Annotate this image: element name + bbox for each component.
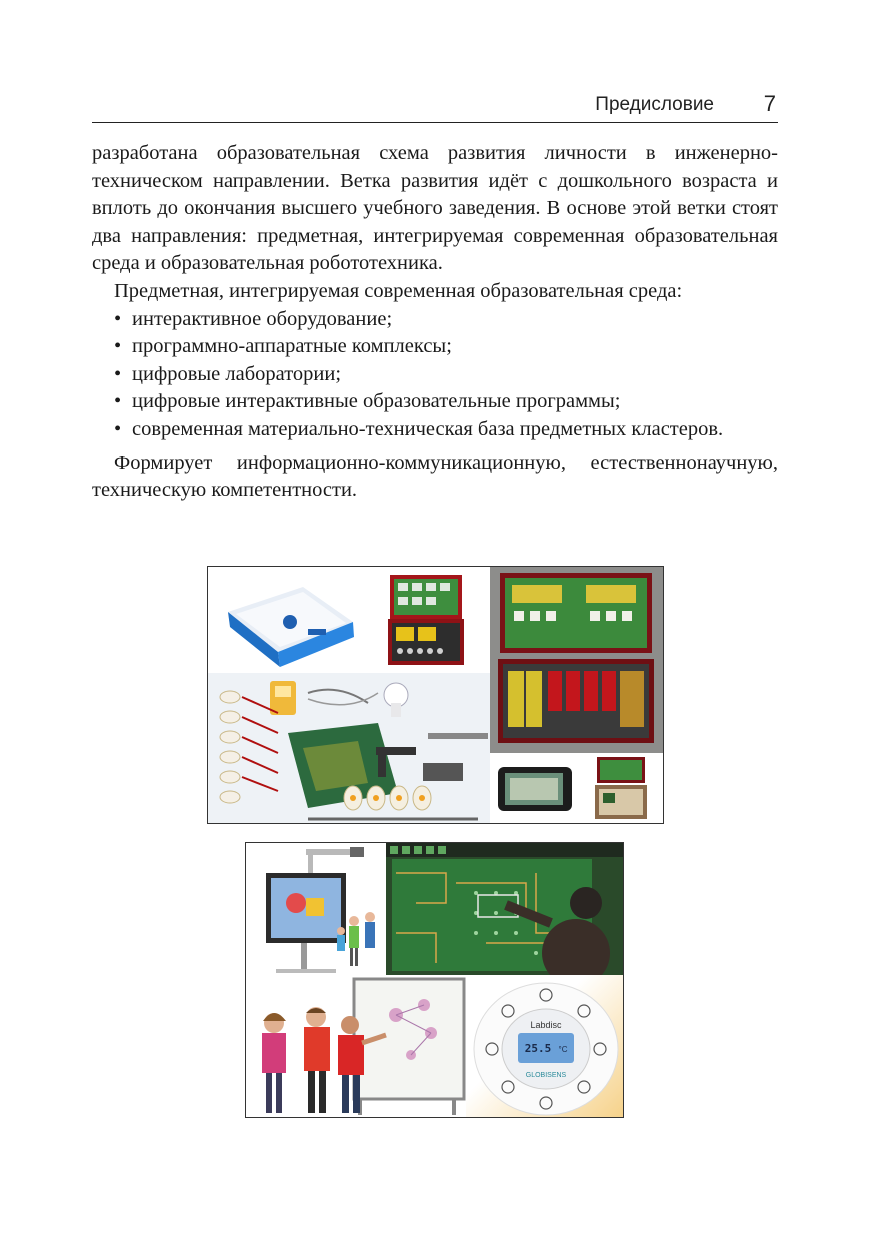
labdisc-brand: GLOBISENS	[525, 1072, 567, 1079]
small-case-image	[583, 753, 663, 823]
labdisc-image	[466, 975, 623, 1117]
paragraph-2: Предметная, интегрируемая современная образовательная среда:	[114, 279, 683, 302]
electronics-board-image	[386, 843, 623, 975]
photo-green-case-kit	[490, 567, 663, 753]
bullet-list	[92, 306, 778, 444]
photo-kids-whiteboard	[246, 975, 466, 1117]
figure-lab-equipment	[207, 566, 664, 824]
red-case-image	[378, 567, 490, 673]
paragraph-3: Формирует информационно-коммуникационную, естественнонаучную, техническую компетентности.	[92, 451, 778, 502]
photo-labdisc-device	[466, 975, 623, 1117]
body-text	[92, 140, 778, 505]
photo-tablet	[490, 753, 583, 823]
list-item: • цифровые интерактивные образовательные программы;	[132, 388, 778, 416]
page-number: 7	[763, 91, 776, 116]
labdisc-label: Labdisc	[530, 1020, 562, 1030]
list-item: • программно-аппаратные комплексы;	[132, 333, 778, 361]
list-item: • интерактивное оборудование;	[132, 306, 778, 334]
section-title: Предисловие	[595, 94, 714, 115]
running-header	[92, 90, 778, 123]
tablet-image	[490, 753, 583, 823]
kids-whiteboard-image	[246, 975, 466, 1117]
labdisc-reading: 25.5	[524, 1042, 552, 1055]
photo-interactive-board	[246, 843, 386, 975]
photo-red-case-kit	[378, 567, 490, 673]
photo-small-case	[583, 753, 663, 823]
digital-lab-image	[208, 673, 490, 823]
paragraph-1: разработана образовательная схема развития личности в инженерно-техническом направлении. Ветка развития идёт с дошкольного возраста и вплоть до окончания высшего учебного заведения. В основе этой ветки стоят два направления: предметная, интегрируемая современная образовательная среда и образовательная робототехника.	[92, 142, 778, 275]
photo-sensor-box	[208, 567, 378, 673]
photo-electronics-board	[386, 843, 623, 975]
green-case-image	[490, 567, 663, 753]
interactive-board-image	[246, 843, 386, 975]
labdisc-unit: °C	[558, 1045, 568, 1054]
sensor-box-image	[208, 567, 378, 673]
list-item: • цифровые лаборатории;	[132, 361, 778, 389]
photo-digital-lab-set	[208, 673, 490, 823]
list-item: • современная материально-техническая база предметных кластеров.	[132, 416, 778, 444]
figure-interactive-boards	[245, 842, 624, 1118]
